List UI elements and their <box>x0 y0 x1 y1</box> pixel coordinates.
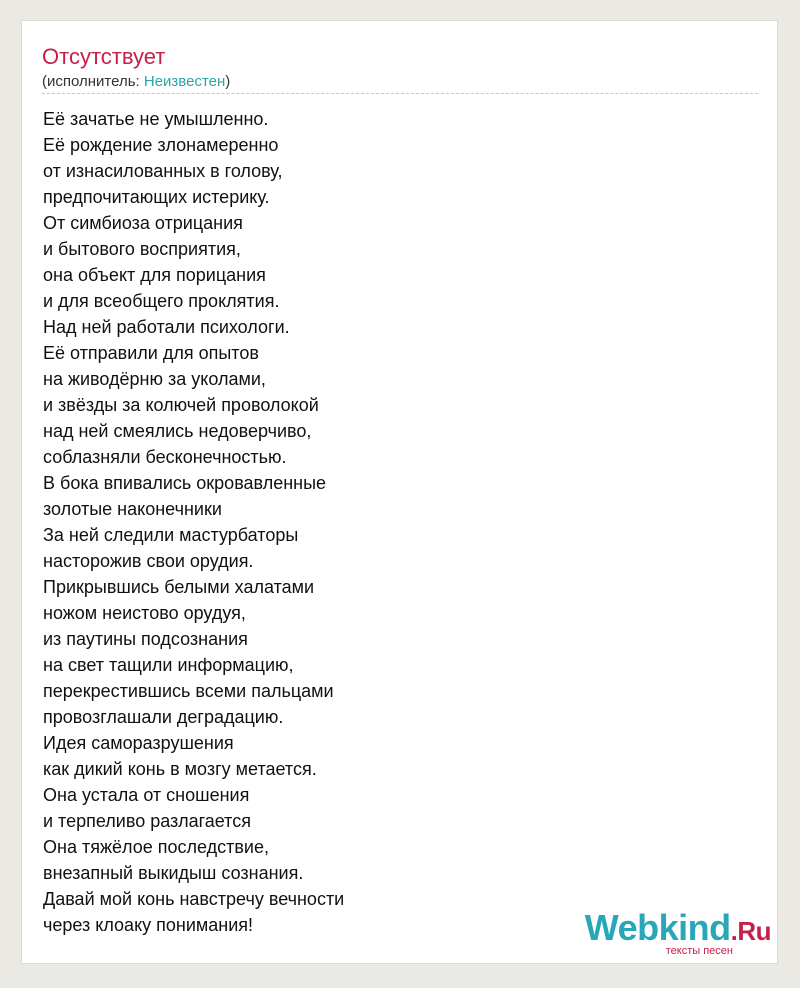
lyric-line: от изнасилованных в голову, <box>43 161 283 181</box>
dashed-divider <box>42 93 758 94</box>
lyric-line: и звёзды за колючей проволокой <box>43 395 319 415</box>
webkind-logo[interactable] <box>584 907 771 957</box>
lyric-line: провозглашали деградацию. <box>43 707 284 727</box>
artist-prefix: (исполнитель: <box>42 73 144 90</box>
artist-line <box>42 73 230 91</box>
lyric-line: она объект для порицания <box>43 265 266 285</box>
logo-tagline: тексты песен <box>665 945 733 957</box>
lyric-line: внезапный выкидыш сознания. <box>43 863 304 883</box>
lyric-line: из паутины подсознания <box>43 629 248 649</box>
lyric-line: насторожив свои орудия. <box>43 551 254 571</box>
lyric-line: золотые наконечники <box>43 499 222 519</box>
lyric-line: Над ней работали психологи. <box>43 317 290 337</box>
lyric-line: Идея саморазрушения <box>43 733 234 753</box>
lyric-line: и терпеливо разлагается <box>43 811 251 831</box>
logo-wordmark <box>584 907 771 949</box>
lyrics-card <box>21 20 778 964</box>
lyric-line: перекрестившись всеми пальцами <box>43 681 334 701</box>
lyric-line: как дикий конь в мозгу метается. <box>43 759 317 779</box>
logo-brand: Webkind <box>584 907 731 948</box>
lyric-line: и бытового восприятия, <box>43 239 241 259</box>
lyrics-text <box>43 106 344 938</box>
lyric-line: над ней смеялись недоверчиво, <box>43 421 312 441</box>
lyric-line: Она устала от сношения <box>43 785 250 805</box>
lyric-line: через клоаку понимания! <box>43 915 254 935</box>
lyric-line: Давай мой конь навстречу вечности <box>43 889 345 909</box>
lyric-line: Она тяжёлое последствие, <box>43 837 269 857</box>
lyric-line: ножом неистово орудуя, <box>43 603 246 623</box>
song-title: Отсутствует <box>42 44 166 69</box>
lyric-line: соблазняли бесконечностью. <box>43 447 287 467</box>
lyric-line: на живодёрню за уколами, <box>43 369 266 389</box>
lyric-line: предпочитающих истерику. <box>43 187 270 207</box>
lyric-line: Её рождение злонамеренно <box>43 135 279 155</box>
lyric-line: Её отправили для опытов <box>43 343 259 363</box>
lyric-line: От симбиоза отрицания <box>43 213 243 233</box>
lyric-line: и для всеобщего проклятия. <box>43 291 280 311</box>
lyric-line: За ней следили мастурбаторы <box>43 525 299 545</box>
lyric-line: В бока впивались окровавленные <box>43 473 327 493</box>
artist-suffix: ) <box>225 73 231 90</box>
lyric-line: Её зачатье не умышленно. <box>43 109 269 129</box>
artist-link[interactable]: Неизвестен <box>143 73 226 90</box>
logo-tld: .Ru <box>730 916 771 946</box>
lyric-line: на свет тащили информацию, <box>43 655 294 675</box>
lyric-line: Прикрывшись белыми халатами <box>43 577 315 597</box>
